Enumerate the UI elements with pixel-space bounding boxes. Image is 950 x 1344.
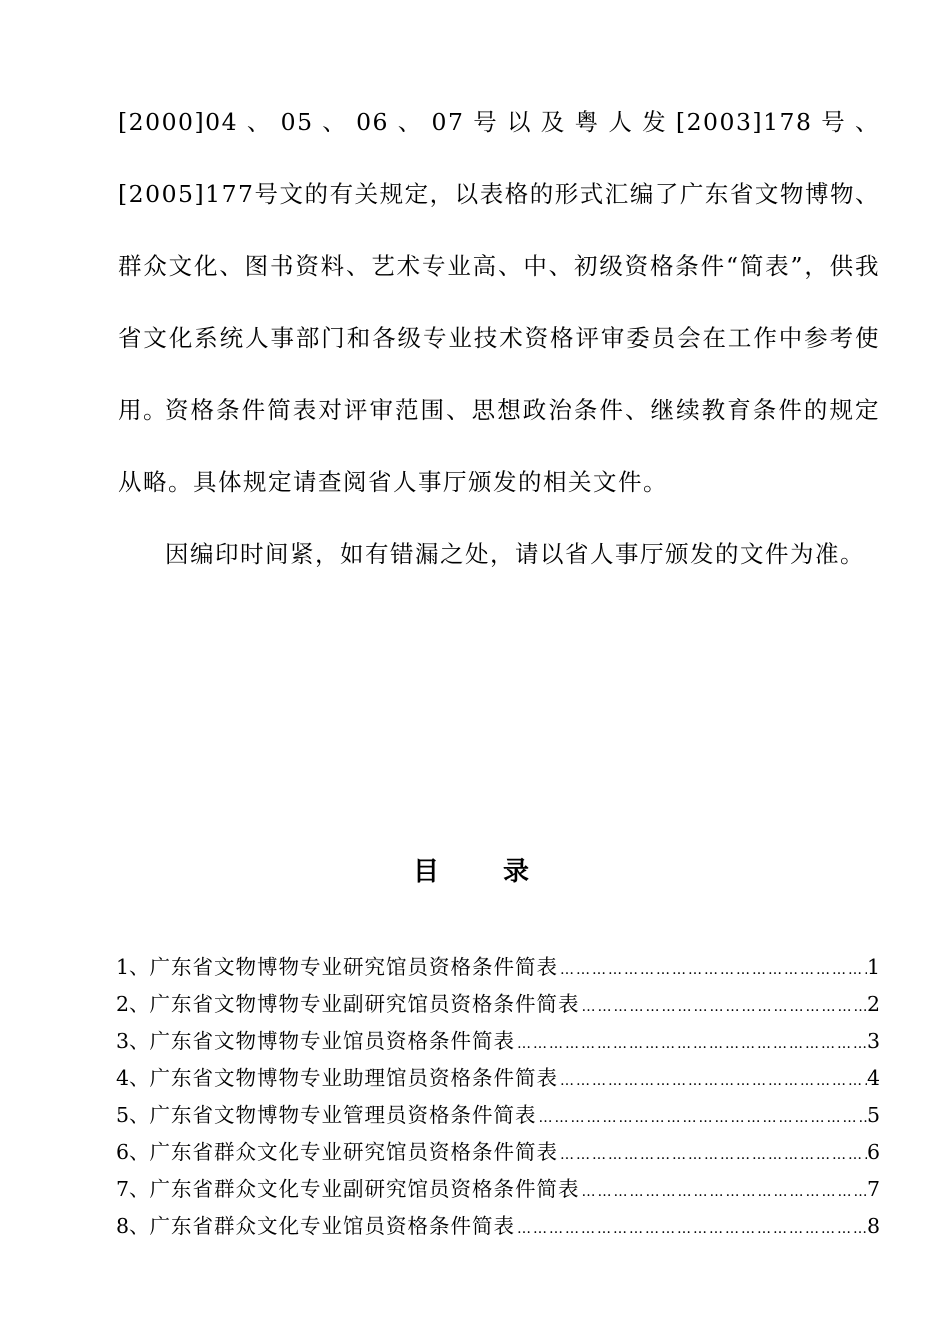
toc-leader-dots <box>558 962 867 978</box>
table-of-contents <box>116 950 880 1246</box>
toc-item-title: 广东省文物博物专业研究馆员资格条件简表 <box>149 955 559 979</box>
toc-item[interactable] <box>116 1172 880 1209</box>
toc-leader-dots <box>515 1036 867 1052</box>
toc-item-page: 7 <box>866 1177 880 1201</box>
body-paragraph-2: 资格条件简表对评审范围、思想政治条件、继续教育条件的规定从略。具体规定请查阅省人事厅颁发的相关文件。 <box>118 396 880 496</box>
toc-leader-dots <box>515 1221 867 1237</box>
toc-item-title: 广东省群众文化专业馆员资格条件简表 <box>149 1214 516 1238</box>
toc-item-number: 4、 <box>116 1066 150 1090</box>
toc-item[interactable] <box>116 950 880 987</box>
toc-item-title: 广东省群众文化专业研究馆员资格条件简表 <box>149 1140 559 1164</box>
body-paragraph-3: 因编印时间紧，如有错漏之处，请以省人事厅颁发的文件为准。 <box>165 540 865 568</box>
toc-item-number: 2、 <box>116 992 150 1016</box>
toc-item[interactable] <box>116 987 880 1024</box>
toc-item-number: 1、 <box>116 955 150 979</box>
toc-item[interactable] <box>116 1098 880 1135</box>
toc-leader-dots <box>580 1184 867 1200</box>
toc-item-number: 5、 <box>116 1103 150 1127</box>
toc-leader-dots <box>580 999 867 1015</box>
toc-item-page: 5 <box>866 1103 880 1127</box>
toc-leader-dots <box>537 1110 867 1126</box>
toc-item[interactable] <box>116 1135 880 1172</box>
toc-item-title: 广东省文物博物专业助理馆员资格条件简表 <box>149 1066 559 1090</box>
toc-item-title: 广东省文物博物专业馆员资格条件简表 <box>149 1029 516 1053</box>
toc-item-number: 8、 <box>116 1214 150 1238</box>
toc-item[interactable] <box>116 1209 880 1246</box>
toc-item-title: 广东省文物博物专业管理员资格条件简表 <box>149 1103 537 1127</box>
toc-leader-dots <box>558 1073 867 1089</box>
toc-item-number: 3、 <box>116 1029 150 1053</box>
toc-item-page: 4 <box>866 1066 880 1090</box>
toc-item-page: 2 <box>866 992 880 1016</box>
toc-item-page: 1 <box>866 955 880 979</box>
toc-item-title: 广东省文物博物专业副研究馆员资格条件简表 <box>149 992 580 1016</box>
toc-item-number: 6、 <box>116 1140 150 1164</box>
toc-item-page: 6 <box>866 1140 880 1164</box>
toc-item[interactable] <box>116 1061 880 1098</box>
body-paragraph-1: [2000]04、05、06、07号以及粤人发[2003]178号、[2005]177号文的有关规定，以表格的形式汇编了广东省文物博物、群众文化、图书资料、艺术专业高、中、初级资格条件“简表”，供我省文化系统人事部门和各级专业技术资格评审委员会在工作中参考使用。 <box>118 108 880 424</box>
toc-leader-dots <box>558 1147 867 1163</box>
toc-item-page: 8 <box>866 1214 880 1238</box>
toc-item-page: 3 <box>866 1029 880 1053</box>
toc-item[interactable] <box>116 1024 880 1061</box>
toc-item-number: 7、 <box>116 1177 150 1201</box>
toc-title: 目录 <box>412 857 593 887</box>
toc-item-title: 广东省群众文化专业副研究馆员资格条件简表 <box>149 1177 580 1201</box>
